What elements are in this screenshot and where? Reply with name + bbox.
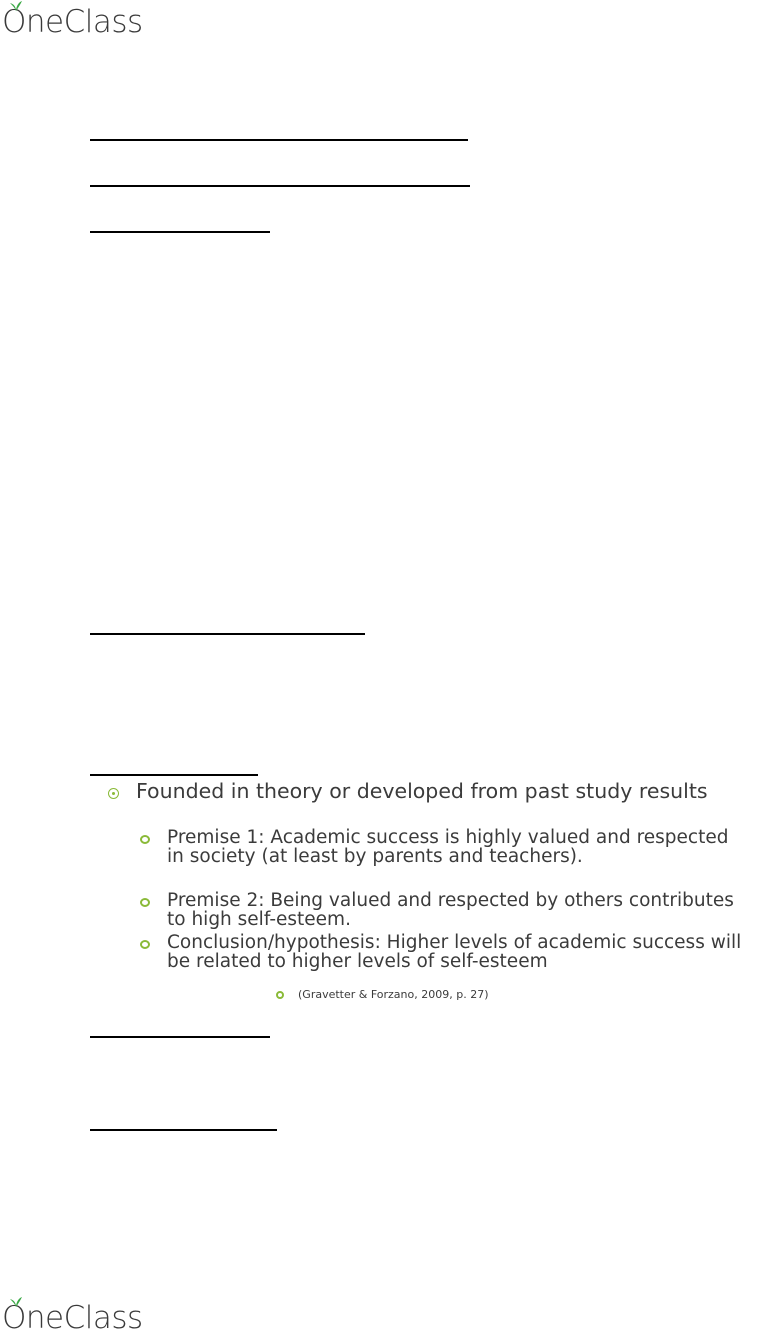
redacted-heading-3 <box>90 231 270 233</box>
redacted-heading-6 <box>90 1036 270 1038</box>
premise-item <box>140 829 750 866</box>
logo-text: neClass <box>25 4 143 40</box>
ring-bullet-icon <box>140 835 150 844</box>
ring-bullet-icon <box>140 940 150 949</box>
citation-text: (Gravetter & Forzano, 2009, p. 27) <box>298 988 489 1001</box>
leaf-icon <box>9 1297 23 1307</box>
conclusion-text: Conclusion/hypothesis: Higher levels of academic success will be related to higher levels of self-esteem <box>167 932 742 972</box>
redacted-heading-4 <box>90 633 365 635</box>
conclusion-item <box>140 934 750 971</box>
premise-text: Premise 1: Academic success is highly valued and respected in society (at least by parents and teachers). <box>167 827 729 867</box>
logo-o: O <box>2 1300 26 1336</box>
oneclass-logo-top <box>2 2 143 42</box>
ring-bullet-icon <box>276 991 284 999</box>
level1-item <box>108 779 738 803</box>
citation-item <box>276 988 489 1002</box>
redacted-heading-7 <box>90 1129 277 1131</box>
premise-text: Premise 2: Being valued and respected by others contributes to high self-esteem. <box>167 890 734 930</box>
redacted-heading-2 <box>90 185 470 187</box>
oneclass-logo-bottom <box>2 1298 143 1338</box>
redacted-heading-5 <box>90 774 258 776</box>
logo-o: O <box>2 4 26 40</box>
leaf-icon <box>9 1 23 11</box>
circle-bullet-icon <box>108 788 119 799</box>
slide-excerpt <box>108 779 748 1012</box>
premise-item <box>140 892 750 929</box>
redacted-heading-1 <box>90 139 468 141</box>
ring-bullet-icon <box>140 898 150 907</box>
logo-text: neClass <box>25 1300 143 1336</box>
level1-text: Founded in theory or developed from past study results <box>136 779 708 803</box>
